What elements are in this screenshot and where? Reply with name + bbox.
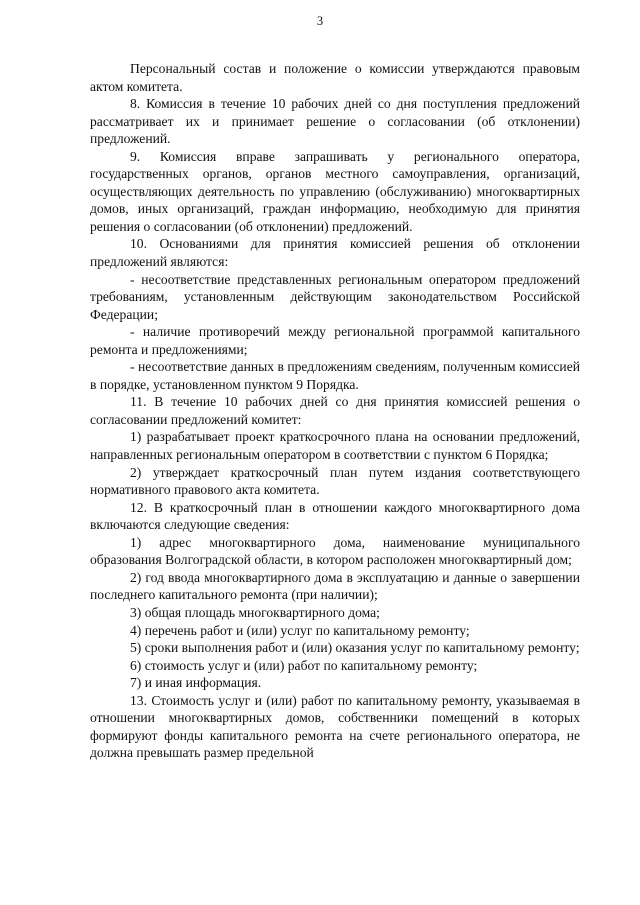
paragraph-12: 12. В краткосрочный план в отношении каждого многоквартирного дома включаются следующие сведения: [90, 499, 580, 533]
list-item-10-2: - наличие противоречий между региональной программой капитального ремонта и предложениями; [90, 324, 580, 357]
paragraph-13: 13. Стоимость услуг и (или) работ по капитальному ремонту, указываемая в отношении многоквартирных домов, собственники помещений в которых формируют фонды капитального ремонта на счете регионального оператора, не должна превышать размер предельной [90, 692, 580, 761]
paragraph-commission-composition: Персональный состав и положение о комиссии утверждаются правовым актом комитета. [90, 61, 580, 94]
list-item-11-2: 2) утверждает краткосрочный план путем издания соответствующего нормативного правового акта комитета. [90, 464, 580, 498]
list-item-10-1: - несоответствие представленных региональным оператором предложений требованиям, установленным действующим законодательством Российской Федерации; [90, 271, 580, 322]
list-item-12-2: 2) год ввода многоквартирного дома в эксплуатацию и данные о завершении последнего капитального ремонта (при наличии); [90, 569, 580, 603]
list-item-12-4: 4) перечень работ и (или) услуг по капитальному ремонту; [130, 622, 470, 638]
list-item-12-3: 3) общая площадь многоквартирного дома; [130, 604, 380, 620]
paragraph-9: 9. Комиссия вправе запрашивать у регионального оператора, государственных органов, органов местного самоуправления, организаций, осуществляющих деятельность по управлению (обслуживанию) многоквартирных домов, иных организаций, граждан информацию, необходимую для принятия решения о согласовании (об отклонении) предложений. [90, 148, 580, 234]
list-item-12-5: 5) сроки выполнения работ и (или) оказания услуг по капитальному ремонту; [130, 640, 580, 656]
paragraph-11: 11. В течение 10 рабочих дней со дня принятия комиссией решения о согласовании предложений комитет: [90, 394, 580, 427]
list-item-11-1: 1) разрабатывает проект краткосрочного плана на основании предложений, направленных региональным оператором в соответствии с пунктом 6 Порядка; [90, 429, 580, 463]
list-item-12-7: 7) и иная информация. [130, 675, 262, 691]
list-item-12-1: 1) адрес многоквартирного дома, наименование муниципального образования Волгоградской области, в котором расположен многоквартирный дом; [90, 534, 580, 568]
paragraph-10: 10. Основаниями для принятия комиссией решения об отклонении предложений являются: [90, 236, 580, 270]
document-body [90, 60, 580, 762]
list-item-12-6: 6) стоимость услуг и (или) работ по капитальному ремонту; [130, 657, 478, 673]
paragraph-8: 8. Комиссия в течение 10 рабочих дней со дня поступления предложений рассматривает их и принимает решение о согласовании (об отклонении) предложений. [90, 96, 580, 147]
page-number: 3 [316, 14, 324, 28]
list-item-10-3: - несоответствие данных в предложениям сведениям, полученным комиссией в порядке, установленном пунктом 9 Порядка. [90, 359, 580, 392]
